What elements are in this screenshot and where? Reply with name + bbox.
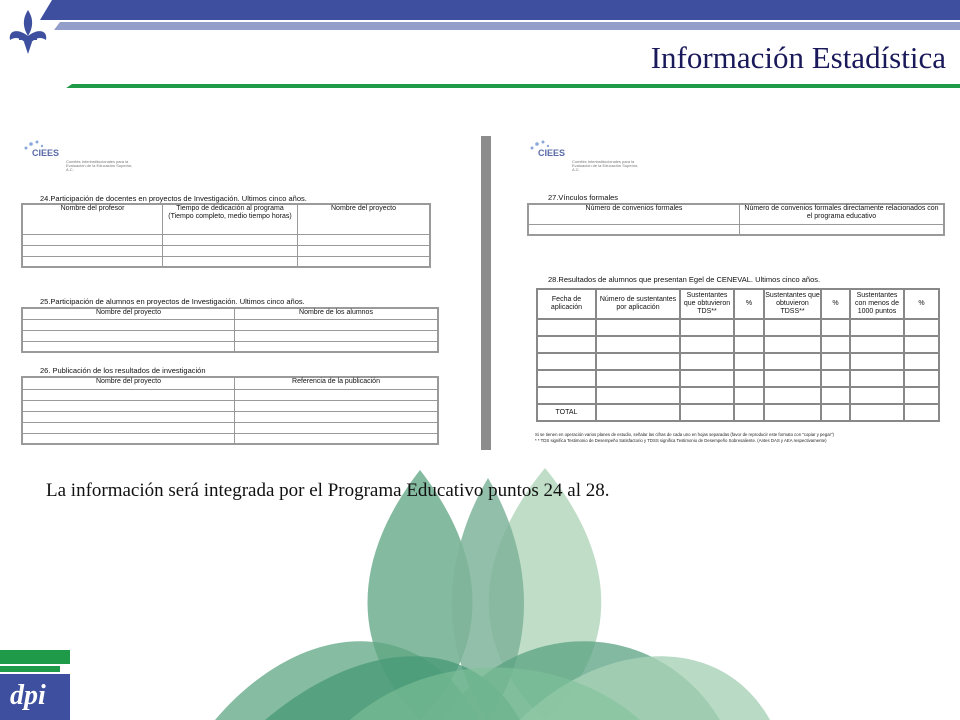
caption-text: La información será integrada por el Programa Educativo puntos 24 al 28. [46,480,610,501]
section-27-title: 27.Vínculos formales [548,193,619,202]
page-divider [481,136,491,450]
logo-subtext: Comités Interinstitucionales para la Evaluación de la Educación Superior, A.C. [572,159,639,172]
table-row [22,341,438,352]
header-cell: Referencia de la publicación [235,377,439,389]
table-row [537,353,939,370]
table-row [22,411,438,422]
total-label: TOTAL [537,404,596,421]
logo-subtext: Comités Interinstitucionales para la Evaluación de la Educación Superior, A.C. [66,159,133,172]
table-row [22,389,438,400]
header-cell: Nombre del proyecto [298,204,431,234]
footer-logo-text: dpi [10,680,46,711]
footnote-1: Si se tienen en operación varios planes de estudio, señalar las cifras de cada uno en hojas separadas (favor de reproducir este formato con "copiar y pegar") [535,432,834,437]
table-row [22,422,438,433]
table-row [537,370,939,387]
table-row [528,224,944,235]
table-row [22,234,430,245]
header-cell: Número de convenios formales directamente relacionados con el programa educativo [740,204,945,224]
header-cell: Sustentantes con menos de 1000 puntos [850,289,904,319]
section-25-title: 25.Participación de alumnos en proyectos de Investigación. Ultimos cinco años. [40,297,305,306]
header-cell: Número de sustentantes por aplicación [596,289,680,319]
document-left [18,136,442,450]
table-26 [21,376,439,445]
header-cell: Sustentantes que obtuvieron TDSS** [764,289,821,319]
table-row [22,245,430,256]
header-cell: Sustentantes que obtuvieron TDS** [680,289,734,319]
fleur-de-lis-logo [6,6,50,56]
header-cell: Tiempo de dedicación al programa (Tiempo completo, medio tiempo horas) [163,204,298,234]
section-28-title: 28.Resultados de alumnos que presentan Egel de CENEVAL. Ultimos cinco años. [548,275,821,284]
footnote-2: * * TDS significa Testimonio de Desempeño Satisfactorio y TDSS significa Testimonio de Desempeño Sobresaliente. (Antes DAS y AEA respectivamente) [535,438,827,443]
page-title: Información Estadística [650,40,946,75]
header-cell: % [734,289,764,319]
section-24-title: 24.Participación de docentes en proyectos de Investigación. Ultimos cinco años. [40,194,307,203]
ciees-logo [528,140,638,176]
header-cell: Nombre del proyecto [22,308,235,319]
table-27 [527,203,945,236]
table-25 [21,307,439,353]
table-row [537,336,939,353]
table-row [537,387,939,404]
header-cell: Fecha de aplicación [537,289,596,319]
header-cell: Nombre de los alumnos [235,308,439,319]
ciees-logo [22,140,132,176]
logo-wordmark: CIEES [32,148,60,158]
table-row [22,330,438,341]
section-26-title: 26. Publicación de los resultados de investigación [40,366,206,375]
header-cell: Nombre del profesor [22,204,163,234]
document-right [524,136,948,450]
table-row-total [537,404,939,421]
table-row [537,319,939,336]
header-cell: Nombre del proyecto [22,377,235,389]
header-cell: % [821,289,850,319]
table-28 [536,288,940,422]
header-cell: % [904,289,939,319]
table-row [22,400,438,411]
table-24 [21,203,431,268]
logo-wordmark: CIEES [538,148,566,158]
header-cell: Número de convenios formales [528,204,740,224]
table-row [22,319,438,330]
table-row [22,256,430,267]
